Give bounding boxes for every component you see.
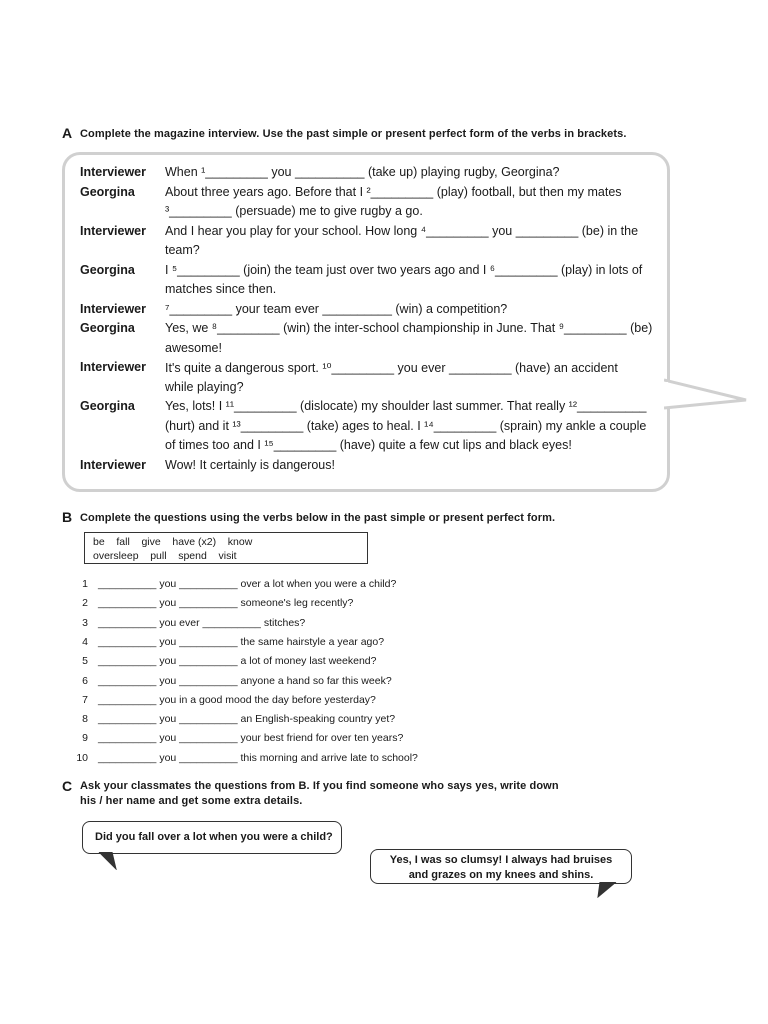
section-a-letter: A <box>62 125 73 141</box>
speaker-name: Interviewer <box>80 301 147 316</box>
question-row <box>60 693 480 707</box>
question-text: __________ you __________ anyone a hand so far this week? <box>98 674 392 687</box>
dialogue-row <box>80 185 660 224</box>
section-c-letter: C <box>62 778 73 794</box>
dialogue-line: Yes, lots! I ¹¹_________ (dislocate) my shoulder last summer. That really ¹²__________ <box>165 399 647 413</box>
dialogue-line: Wow! It certainly is dangerous! <box>165 457 335 472</box>
section-a-instruction: Complete the magazine interview. Use the past simple or present perfect form of the verbs in brackets. <box>80 128 627 140</box>
word-box-line-1: be fall give have (x2) know <box>93 536 253 548</box>
dialogue-row <box>80 165 660 185</box>
question-text: __________ you __________ the same hairstyle a year ago? <box>98 635 385 648</box>
question-row <box>60 577 480 591</box>
question-row <box>60 635 480 649</box>
question-text: __________ you __________ over a lot when you were a child? <box>98 578 397 590</box>
question-text: __________ you ever __________ stitches? <box>98 616 306 629</box>
question-row <box>60 751 480 765</box>
section-b-letter: B <box>62 509 73 525</box>
question-text: __________ you __________ this morning and arrive late to school? <box>98 751 418 764</box>
question-row <box>60 596 480 610</box>
dialogue-row <box>80 360 660 399</box>
dialogue-line: (hurt) and it ¹³_________ (take) ages to heal. I ¹⁴_________ (sprain) my ankle a couple <box>165 418 647 433</box>
dialogue-line: Yes, we ⁸_________ (win) the inter-school championship in June. That ⁹_________ (be) <box>165 321 653 335</box>
question-row <box>60 712 480 726</box>
question-number: 6 <box>82 674 88 687</box>
question-row <box>60 731 480 745</box>
answer-speech-bubble <box>370 849 632 884</box>
question-number: 8 <box>82 713 88 726</box>
section-b-instruction: Complete the questions using the verbs below in the past simple or present perfect form. <box>80 512 556 524</box>
bubble-question-text: Did you fall over a lot when you were a child? <box>95 831 333 843</box>
question-row <box>60 616 480 630</box>
question-bubble-tail <box>98 852 122 870</box>
dialogue-line: About three years ago. Before that I ²_________ (play) football, but then my mates <box>165 184 622 199</box>
word-box-line-2: oversleep pull spend visit <box>93 550 237 562</box>
dialogue-line: I ⁵_________ (join) the team just over two years ago and I ⁶_________ (play) in lots of <box>165 262 643 277</box>
dialogue-line: ⁷_________ your team ever __________ (win) a competition? <box>165 301 508 316</box>
dialogue-row <box>80 321 660 360</box>
question-row <box>60 654 480 668</box>
question-speech-bubble <box>82 821 342 854</box>
question-number: 9 <box>82 732 88 745</box>
dialogue-row <box>80 302 660 322</box>
speaker-name: Georgina <box>80 399 135 413</box>
question-text: __________ you __________ a lot of money last weekend? <box>98 655 377 668</box>
bubble-answer-line-1: Yes, I was so clumsy! I always had bruises <box>389 854 613 866</box>
section-c-instruction-line-1: Ask your classmates the questions from B. If you find someone who says yes, write down <box>80 780 559 792</box>
dialogue-row <box>80 263 660 302</box>
speaker-name: Interviewer <box>80 165 147 179</box>
question-number: 2 <box>82 597 88 610</box>
speaker-name: Georgina <box>80 262 135 277</box>
dialogue-row <box>80 224 660 263</box>
question-number: 1 <box>82 578 88 590</box>
dialogue-row <box>80 458 660 478</box>
dialogue-line: matches since then. <box>165 282 277 296</box>
dialogue-line: It's quite a dangerous sport. ¹⁰_________ you ever _________ (have) an accident <box>165 361 618 375</box>
dialogue-row <box>80 399 660 458</box>
question-text: __________ you __________ someone's leg recently? <box>98 597 354 610</box>
section-c-instruction-line-2: his / her name and get some extra details. <box>80 795 303 807</box>
question-number: 4 <box>82 635 88 648</box>
speaker-name: Georgina <box>80 184 135 199</box>
speaker-name: Georgina <box>80 321 135 335</box>
dialogue-line: while playing? <box>165 379 244 394</box>
question-text: __________ you __________ your best friend for over ten years? <box>98 732 404 745</box>
question-number: 7 <box>82 693 88 706</box>
question-row <box>60 674 480 688</box>
speaker-name: Interviewer <box>80 360 147 374</box>
bubble-answer-line-2: and grazes on my knees and shins. <box>408 869 594 881</box>
answer-bubble-tail <box>596 882 620 898</box>
dialogue-line: team? <box>165 243 200 257</box>
speaker-name: Interviewer <box>80 223 147 238</box>
dialogue-line: When ¹_________ you __________ (take up) playing rugby, Georgina? <box>165 165 560 179</box>
dialogue-line: awesome! <box>165 340 222 355</box>
question-text: __________ you in a good mood the day before yesterday? <box>98 693 376 706</box>
verb-word-box <box>84 532 368 564</box>
dialogue-line: ³_________ (persuade) me to give rugby a go. <box>165 204 423 218</box>
question-number: 10 <box>76 751 88 764</box>
dialogue-line: of times too and I ¹⁵_________ (have) quite a few cut lips and black eyes! <box>165 438 572 452</box>
question-number: 3 <box>82 616 88 629</box>
dialogue-line: And I hear you play for your school. How long ⁴_________ you _________ (be) in the <box>165 223 639 238</box>
speech-bubble-tail <box>664 378 748 412</box>
question-number: 5 <box>82 655 88 668</box>
speaker-name: Interviewer <box>80 457 147 472</box>
question-text: __________ you __________ an English-speaking country yet? <box>98 713 396 726</box>
